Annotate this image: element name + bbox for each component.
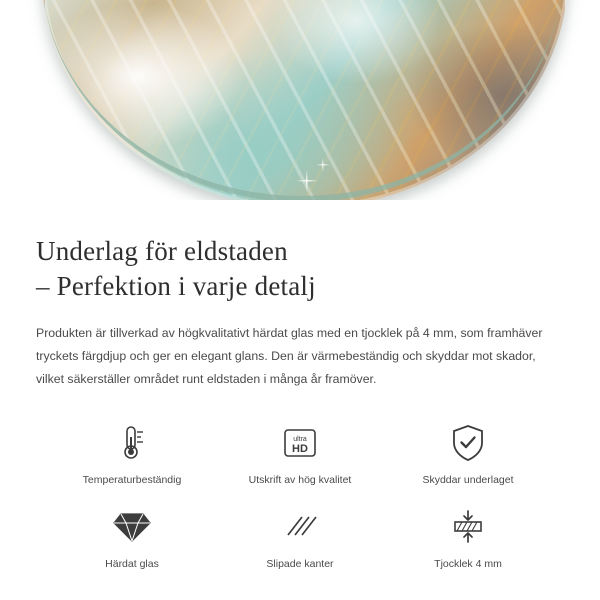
feature-label: Temperaturbeständig: [82, 474, 182, 486]
feature-item-print-quality: [216, 421, 384, 487]
feature-item-protection: [384, 421, 552, 487]
sparkle-icon: [296, 170, 318, 192]
diamond-icon: [110, 505, 154, 549]
feature-grid: [36, 421, 564, 571]
feature-label: Härdat glas: [105, 558, 159, 570]
headline-line-2: – Perfektion i varje detalj: [36, 271, 316, 301]
feature-item-tempered-glass: [48, 505, 216, 571]
page-title: [36, 234, 564, 304]
thickness-arrows-icon: [446, 505, 490, 549]
thermometer-icon: [110, 421, 154, 465]
feature-label: Slipade kanter: [266, 558, 334, 570]
sparkle-icon: [316, 158, 330, 172]
content-section: [0, 200, 600, 571]
feature-label: Utskrift av hög kvalitet: [248, 474, 352, 486]
headline-line-1: Underlag för eldstaden: [36, 236, 288, 266]
description-paragraph: Produkten är tillverkad av högkvalitativt härdat glas med en tjocklek på 4 mm, som framhäver tryckets färgdjup och ger en elegant glans. Den är värmebeständig och skyddar mot skador, vilket säkerställer området runt eldstaden i många år framöver.: [36, 326, 543, 386]
feature-label: Tjocklek 4 mm: [434, 558, 502, 570]
feature-item-polished-edges: [216, 505, 384, 571]
svg-text:HD: HD: [292, 443, 308, 455]
ultra-hd-icon: [278, 421, 322, 465]
feature-item-thickness: [384, 505, 552, 571]
svg-text:ultra: ultra: [293, 436, 307, 443]
feature-label: Skyddar underlaget: [422, 474, 514, 486]
shield-check-icon: [446, 421, 490, 465]
hero-image: [0, 0, 600, 200]
feature-item-temperature: [48, 421, 216, 487]
polished-edges-icon: [278, 505, 322, 549]
